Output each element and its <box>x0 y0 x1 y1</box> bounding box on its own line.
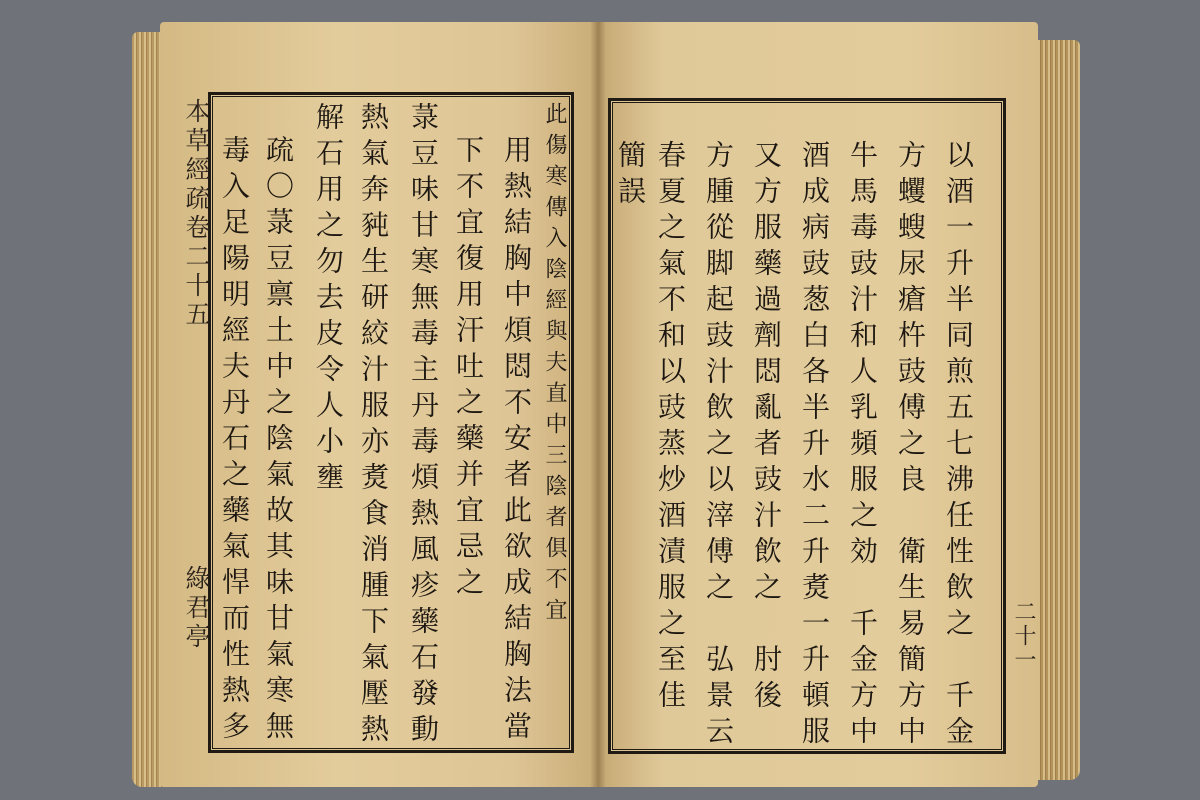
text-column: 春夏之氣不和以豉蒸炒酒漬服之至佳 <box>654 140 687 716</box>
text-column: 疏〇菉豆禀土中之陰氣故其味甘氣寒無 <box>262 135 295 747</box>
text-column: 用熱結胸中煩悶不安者此欲成結胸法當 <box>500 135 533 747</box>
text-column: 酒成病豉葱白各半升水二升煑一升頓服 <box>798 140 831 752</box>
text-column: 熱氣奔豘生研絞汁服亦煑食消腫下氣壓熱 <box>357 102 390 750</box>
text-column: 毒入足陽明經夫丹石之藥氣悍而性熱多 <box>218 135 251 747</box>
page-stack-right <box>1036 40 1080 780</box>
text-column: 牛馬毒豉汁和人乳頻服之効 千金方中 <box>846 140 879 752</box>
text-column: 菉豆味甘寒無毒主丹毒煩熱風疹藥石發動 <box>407 102 440 750</box>
text-column: 方腫從脚起豉汁飲之以滓傅之 弘景云 <box>702 140 735 752</box>
text-column: 此傷寒傳入陰經與夫直中三陰者俱不宜 <box>542 102 567 629</box>
open-book <box>120 10 1080 795</box>
text-column: 解石用之勿去皮令人小壅 <box>312 102 345 498</box>
margin-book-title: 本草經疏卷二十五 <box>182 98 211 330</box>
page-number: 二十一 <box>1011 600 1036 672</box>
text-column: 下不宜復用汗吐之藥并宜忌之 <box>452 135 485 603</box>
book-gutter <box>590 22 606 787</box>
margin-publisher: 綠君亭 <box>182 565 211 652</box>
text-column: 簡誤 <box>614 140 647 212</box>
text-column: 以酒一升半同煎五七沸任性飲之 千金 <box>942 140 975 752</box>
text-column: 又方服藥過劑悶亂者豉汁飲之 肘後 <box>750 140 783 716</box>
text-column: 方蠼螋尿瘡杵豉傅之良 衛生易簡方中 <box>894 140 927 752</box>
